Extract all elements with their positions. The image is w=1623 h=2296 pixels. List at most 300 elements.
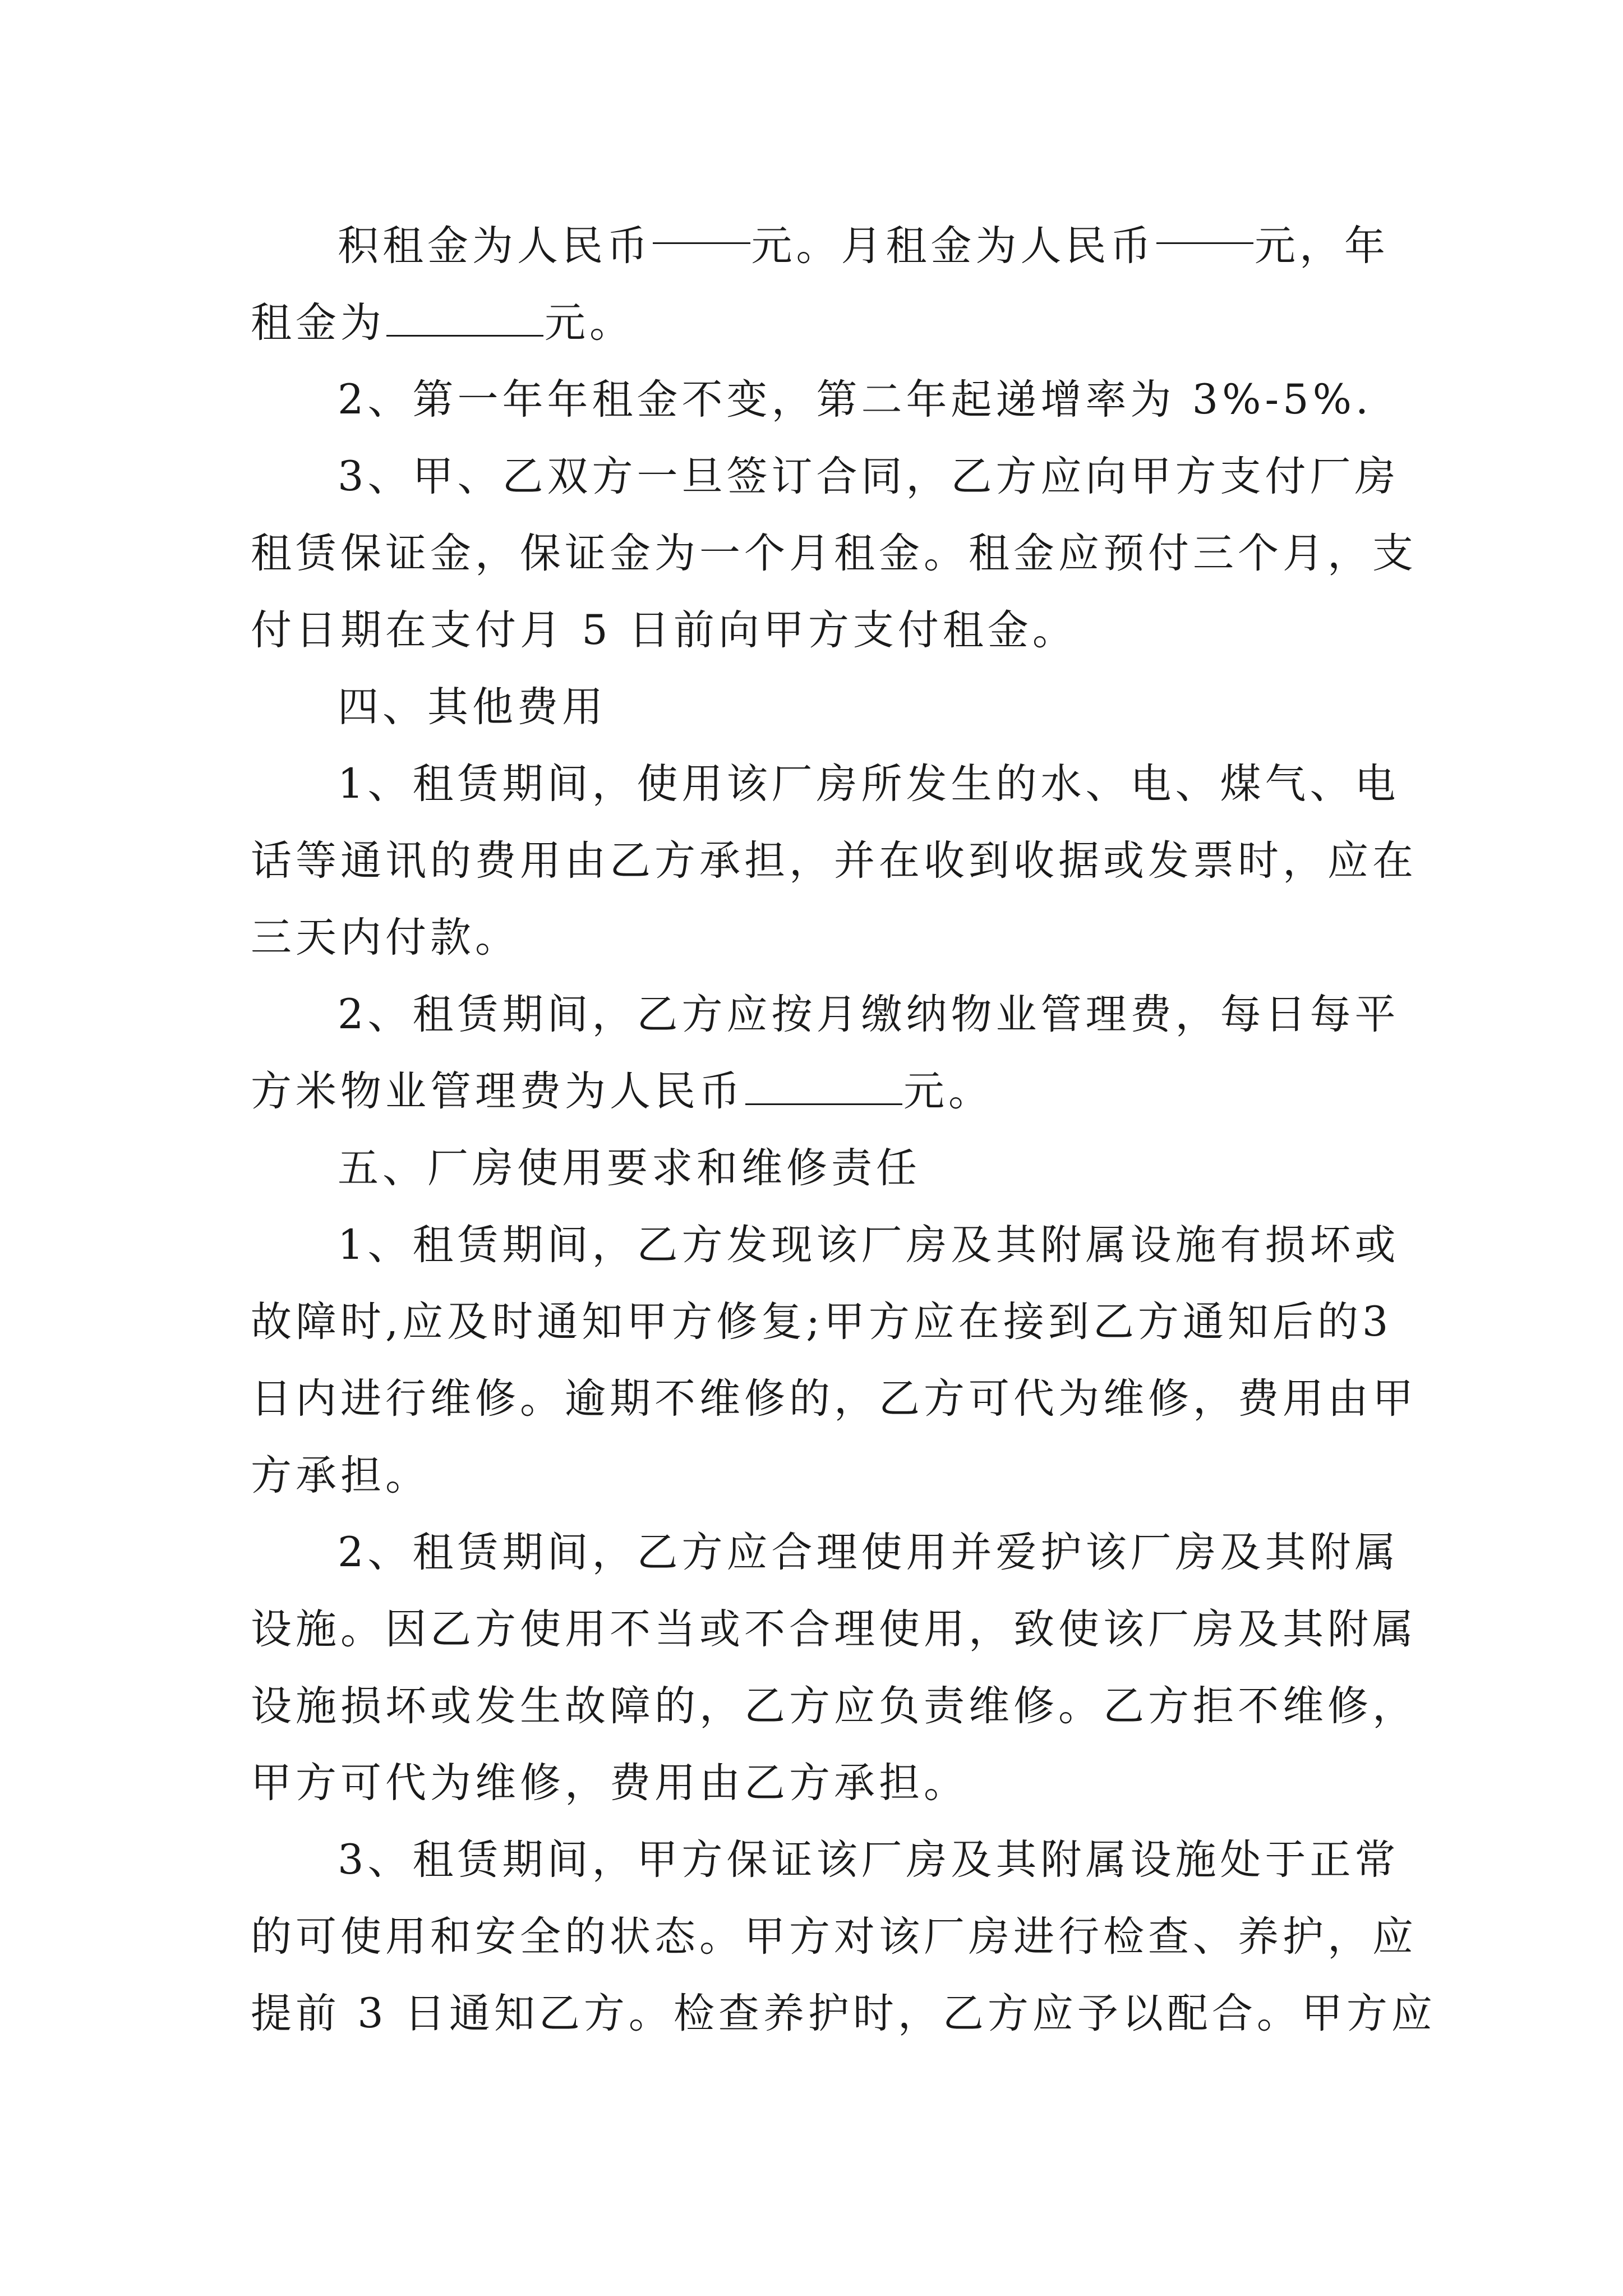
text-char: ， bbox=[1327, 1913, 1372, 1961]
text-char: 及 bbox=[951, 1836, 996, 1884]
text-char: 票 bbox=[1193, 837, 1238, 885]
text-char: 期 bbox=[502, 1529, 547, 1576]
text-segment: 提前 3 日通知乙方。检查养护时，乙方应予以配合。甲方应 bbox=[251, 1990, 1436, 2037]
text-segment: 四、其他费用 bbox=[338, 683, 607, 731]
text-char: 拒 bbox=[1193, 1682, 1238, 1730]
paragraph-line bbox=[251, 1360, 1417, 1437]
text-char: 知 bbox=[1227, 1298, 1272, 1346]
text-char: 保 bbox=[340, 530, 385, 577]
text-char: 的 bbox=[251, 1913, 296, 1961]
text-char: 坏 bbox=[1310, 1221, 1355, 1269]
text-char: 属 bbox=[1354, 1529, 1400, 1576]
text-segment: 付日期在支付月 5 日前向甲方支付租金。 bbox=[251, 606, 1077, 654]
text-char: 内 bbox=[296, 1375, 340, 1423]
text-char: 甲 bbox=[744, 1913, 789, 1961]
text-char: 租 bbox=[412, 1529, 458, 1576]
text-char: 养 bbox=[1238, 1913, 1283, 1961]
text-char: 由 bbox=[565, 837, 610, 885]
paragraph-line bbox=[251, 1437, 1389, 1514]
text-char: 理 bbox=[1085, 991, 1131, 1038]
text-char: 其 bbox=[1265, 1529, 1310, 1576]
text-char: 进 bbox=[1013, 1913, 1058, 1961]
text-char: 用 bbox=[565, 1605, 610, 1653]
text-char: 的 bbox=[789, 1375, 834, 1423]
text-char: 。 bbox=[1058, 1682, 1103, 1730]
text-char: 及 bbox=[1238, 1605, 1283, 1653]
paragraph-line bbox=[251, 899, 1389, 976]
text-char: 租 bbox=[412, 760, 458, 808]
text-char: 期 bbox=[502, 1836, 547, 1884]
text-char: 和 bbox=[430, 1913, 475, 1961]
text-char: 方 bbox=[681, 1836, 727, 1884]
text-char: 用 bbox=[520, 837, 565, 885]
text-char: ， bbox=[1372, 1682, 1417, 1730]
text-char: 应 bbox=[726, 991, 772, 1038]
text-char: 签 bbox=[726, 453, 772, 500]
text-char: 设 bbox=[251, 1682, 296, 1730]
text-char: 同 bbox=[861, 453, 906, 500]
text-char: 预 bbox=[1103, 530, 1148, 577]
text-char: ， bbox=[1193, 1375, 1238, 1423]
text-char: 用 bbox=[924, 1605, 969, 1653]
text-char: 安 bbox=[475, 1913, 520, 1961]
text-char: 障 bbox=[296, 1298, 340, 1346]
text-char: 附 bbox=[1040, 1221, 1086, 1269]
text-char: 故 bbox=[251, 1298, 296, 1346]
text-char: 甲 bbox=[637, 1836, 682, 1884]
text-char: 设 bbox=[1130, 1221, 1175, 1269]
text-char: ， bbox=[906, 453, 951, 500]
text-char: 的 bbox=[430, 837, 475, 885]
text-char: ; bbox=[806, 1298, 824, 1346]
text-char: 由 bbox=[1327, 1375, 1372, 1423]
text-char: 于 bbox=[1265, 1836, 1310, 1884]
text-char: 施 bbox=[296, 1605, 340, 1653]
text-char: 。 bbox=[699, 1913, 744, 1961]
text-char: 方 bbox=[868, 1298, 914, 1346]
text-char: 个 bbox=[744, 530, 789, 577]
text-char: 发 bbox=[1148, 837, 1193, 885]
text-char: 障 bbox=[610, 1682, 654, 1730]
text-char: 的 bbox=[565, 1913, 610, 1961]
text-char: 该 bbox=[816, 1836, 861, 1884]
text-segment: 五、厂房使用要求和维修责任 bbox=[338, 1144, 921, 1192]
text-char: 讯 bbox=[385, 837, 430, 885]
text-char: 甲 bbox=[1372, 1375, 1417, 1423]
text-char: 故 bbox=[565, 1682, 610, 1730]
text-char: , bbox=[385, 1298, 403, 1346]
text-char: 2 bbox=[338, 991, 368, 1038]
text-char: 保 bbox=[520, 530, 565, 577]
paragraph-first-line bbox=[251, 976, 1400, 1053]
text-char: 及 bbox=[951, 1221, 996, 1269]
text-char: 房 bbox=[969, 1913, 1013, 1961]
text-char: 附 bbox=[1327, 1605, 1372, 1653]
text-char: 业 bbox=[995, 991, 1041, 1038]
text-char: 电 bbox=[1130, 760, 1175, 808]
text-char: 理 bbox=[816, 1529, 861, 1576]
text-char: 房 bbox=[816, 760, 861, 808]
text-segment: 积租金为人民币 bbox=[338, 222, 652, 270]
text-char: 房 bbox=[1193, 1605, 1238, 1653]
fill-in-blank bbox=[653, 208, 750, 244]
paragraph-first-line bbox=[251, 1130, 1389, 1207]
text-char: 三 bbox=[1193, 530, 1238, 577]
text-char: ， bbox=[699, 1682, 744, 1730]
fill-in-blank bbox=[1156, 208, 1254, 244]
text-char: 并 bbox=[951, 1529, 996, 1576]
text-char: 使 bbox=[340, 1913, 385, 1961]
text-char: 气 bbox=[1265, 760, 1310, 808]
text-char: 乙 bbox=[610, 837, 654, 885]
paragraph-line bbox=[251, 592, 1389, 669]
text-char: 及 bbox=[1220, 1529, 1265, 1576]
text-char: 。 bbox=[340, 1605, 385, 1653]
text-char: 旦 bbox=[681, 453, 727, 500]
text-char: 据 bbox=[1058, 837, 1103, 885]
text-char: 生 bbox=[951, 760, 996, 808]
text-char: 1 bbox=[338, 760, 368, 808]
text-char: ， bbox=[592, 760, 637, 808]
text-segment: 租金为 bbox=[251, 299, 385, 347]
text-char: 一 bbox=[699, 530, 744, 577]
text-char: 修 bbox=[475, 1375, 520, 1423]
text-char: 应 bbox=[1372, 1913, 1417, 1961]
text-char: 、 bbox=[1310, 760, 1355, 808]
text-char: 期 bbox=[502, 760, 547, 808]
text-char: 在 bbox=[958, 1298, 1003, 1346]
text-segment: 元，年 bbox=[1255, 222, 1389, 270]
text-char: 责 bbox=[924, 1682, 969, 1730]
text-char: 、 bbox=[1175, 760, 1220, 808]
text-char: 金 bbox=[430, 530, 475, 577]
text-char: 间 bbox=[547, 991, 592, 1038]
text-char: 或 bbox=[699, 1605, 744, 1653]
text-char: 甲 bbox=[412, 453, 458, 500]
text-char: 可 bbox=[296, 1913, 340, 1961]
text-char: 、 bbox=[1085, 760, 1131, 808]
text-char: 可 bbox=[969, 1375, 1013, 1423]
text-char: 后 bbox=[1272, 1298, 1317, 1346]
text-char: 方 bbox=[1148, 1682, 1193, 1730]
text-char: 行 bbox=[1058, 1913, 1103, 1961]
text-char: 进 bbox=[340, 1375, 385, 1423]
text-char: 支 bbox=[1372, 530, 1417, 577]
text-char: 方 bbox=[592, 453, 637, 500]
text-char: 态 bbox=[654, 1913, 699, 1961]
text-char: 收 bbox=[924, 837, 969, 885]
text-char: 房 bbox=[906, 1836, 951, 1884]
text-char: 或 bbox=[1103, 837, 1148, 885]
paragraph-first-line bbox=[251, 1821, 1400, 1898]
text-char: 逾 bbox=[565, 1375, 610, 1423]
text-segment: 方承担。 bbox=[251, 1452, 430, 1499]
paragraph-line bbox=[251, 284, 1389, 361]
text-char: 方 bbox=[1137, 1298, 1183, 1346]
text-char: ， bbox=[592, 991, 637, 1038]
text-char: ， bbox=[1327, 530, 1372, 577]
text-char: 赁 bbox=[296, 530, 340, 577]
text-char: 费 bbox=[1238, 1375, 1283, 1423]
text-char: 厂 bbox=[924, 1913, 969, 1961]
text-char: 承 bbox=[699, 837, 744, 885]
text-char: 通 bbox=[1182, 1298, 1228, 1346]
text-char: 乙 bbox=[879, 1375, 924, 1423]
text-char: 赁 bbox=[457, 760, 502, 808]
text-char: 附 bbox=[1310, 1529, 1355, 1576]
fill-in-blank bbox=[386, 300, 543, 337]
text-char: 应 bbox=[402, 1298, 448, 1346]
text-char: 方 bbox=[681, 991, 727, 1038]
text-char: 乙 bbox=[502, 453, 547, 500]
text-char: 期 bbox=[502, 1221, 547, 1269]
paragraph-line bbox=[251, 1591, 1417, 1668]
text-char: 厂 bbox=[771, 760, 817, 808]
text-char: 属 bbox=[1085, 1221, 1131, 1269]
text-char: 的 bbox=[654, 1682, 699, 1730]
paragraph-line bbox=[251, 1283, 1393, 1360]
text-char: 合 bbox=[816, 453, 861, 500]
text-char: 维 bbox=[1103, 1375, 1148, 1423]
text-char: 乙 bbox=[951, 453, 996, 500]
text-char: 方 bbox=[924, 1375, 969, 1423]
text-char: 其 bbox=[995, 1836, 1041, 1884]
text-char: 查 bbox=[1148, 1913, 1193, 1961]
text-char: 保 bbox=[726, 1836, 772, 1884]
paragraph-first-line bbox=[251, 361, 1389, 438]
text-char: 乙 bbox=[1092, 1298, 1138, 1346]
text-char: 用 bbox=[906, 1529, 951, 1576]
text-char: 乙 bbox=[637, 991, 682, 1038]
text-segment: 甲方可代为维修，费用由乙方承担。 bbox=[251, 1759, 969, 1807]
text-char: 物 bbox=[951, 991, 996, 1038]
text-char: 损 bbox=[340, 1682, 385, 1730]
text-char: 的 bbox=[995, 760, 1041, 808]
text-char: 租 bbox=[969, 530, 1013, 577]
text-char: 2 bbox=[338, 1529, 368, 1576]
text-char: 方 bbox=[789, 1682, 834, 1730]
text-char: 月 bbox=[816, 991, 861, 1038]
text-char: 、 bbox=[1193, 1913, 1238, 1961]
text-char: 修 bbox=[716, 1298, 762, 1346]
text-char: 属 bbox=[1085, 1836, 1131, 1884]
text-char: 接 bbox=[1003, 1298, 1048, 1346]
text-char: 其 bbox=[1283, 1605, 1327, 1653]
text-char: 房 bbox=[906, 1221, 951, 1269]
text-char: 订 bbox=[771, 453, 817, 500]
text-char: 在 bbox=[879, 837, 924, 885]
text-char: 应 bbox=[834, 1682, 879, 1730]
text-char: 1 bbox=[338, 1221, 368, 1269]
text-segment: 元。 bbox=[903, 1068, 993, 1115]
text-char: 在 bbox=[1372, 837, 1417, 885]
text-char: 使 bbox=[520, 1605, 565, 1653]
text-char: 双 bbox=[547, 453, 592, 500]
text-char: 为 bbox=[654, 530, 699, 577]
text-char: 间 bbox=[547, 760, 592, 808]
text-char: 使 bbox=[637, 760, 682, 808]
text-char: 对 bbox=[834, 1913, 879, 1961]
text-char: 维 bbox=[430, 1375, 475, 1423]
text-char: 租 bbox=[412, 1836, 458, 1884]
text-char: 发 bbox=[726, 1221, 772, 1269]
text-char: 该 bbox=[816, 1221, 861, 1269]
text-char: 方 bbox=[681, 1221, 727, 1269]
text-char: 全 bbox=[520, 1913, 565, 1961]
text-char: 赁 bbox=[457, 1221, 502, 1269]
text-char: 、 bbox=[457, 453, 502, 500]
text-char: 担 bbox=[744, 837, 789, 885]
text-char: 通 bbox=[340, 837, 385, 885]
text-char: 现 bbox=[771, 1221, 817, 1269]
text-char: 支 bbox=[1220, 453, 1265, 500]
text-char: 甲 bbox=[1130, 453, 1175, 500]
paragraph-line bbox=[251, 515, 1417, 592]
text-char: 租 bbox=[412, 1221, 458, 1269]
text-char: 金 bbox=[1013, 530, 1058, 577]
text-char: 致 bbox=[1013, 1605, 1058, 1653]
text-char: 正 bbox=[1310, 1836, 1355, 1884]
text-char: 一 bbox=[637, 453, 682, 500]
text-char: 维 bbox=[699, 1375, 744, 1423]
text-char: 甲 bbox=[823, 1298, 869, 1346]
text-char: 乙 bbox=[430, 1605, 475, 1653]
text-char: 或 bbox=[1354, 1221, 1400, 1269]
text-char: 修 bbox=[744, 1375, 789, 1423]
text-char: ， bbox=[1283, 837, 1327, 885]
text-char: 厂 bbox=[1130, 1529, 1175, 1576]
text-char: 期 bbox=[502, 991, 547, 1038]
text-char: 应 bbox=[1040, 453, 1086, 500]
text-char: 。 bbox=[924, 530, 969, 577]
text-char: ， bbox=[1175, 991, 1220, 1038]
text-char: ， bbox=[789, 837, 834, 885]
text-char: 个 bbox=[1238, 530, 1283, 577]
text-char: 不 bbox=[654, 1375, 699, 1423]
text-char: 费 bbox=[1130, 991, 1175, 1038]
text-char: 付 bbox=[1265, 453, 1310, 500]
text-char: 租 bbox=[834, 530, 879, 577]
paragraph-line bbox=[251, 1745, 1389, 1821]
text-char: 日 bbox=[251, 1375, 296, 1423]
text-char: 3 bbox=[338, 1836, 368, 1884]
text-char: 时 bbox=[492, 1298, 537, 1346]
text-char: 用 bbox=[385, 1913, 430, 1961]
text-char: 证 bbox=[771, 1836, 817, 1884]
text-char: 水 bbox=[1040, 760, 1086, 808]
paragraph-first-line bbox=[251, 669, 1389, 746]
text-char: 的 bbox=[1317, 1298, 1362, 1346]
text-char: 甲 bbox=[626, 1298, 672, 1346]
text-char: 该 bbox=[1103, 1605, 1148, 1653]
text-char: 维 bbox=[1283, 1682, 1327, 1730]
text-char: 管 bbox=[1040, 991, 1086, 1038]
text-char: 该 bbox=[726, 760, 772, 808]
paragraph-first-line bbox=[251, 746, 1400, 822]
text-char: 状 bbox=[610, 1913, 654, 1961]
text-char: 知 bbox=[582, 1298, 627, 1346]
text-char: 及 bbox=[447, 1298, 492, 1346]
text-char: 金 bbox=[879, 530, 924, 577]
text-char: 日 bbox=[1265, 991, 1310, 1038]
text-char: 当 bbox=[654, 1605, 699, 1653]
text-char: 期 bbox=[610, 1375, 654, 1423]
text-char: ， bbox=[969, 1605, 1013, 1653]
text-char: 用 bbox=[681, 760, 727, 808]
text-char: 该 bbox=[1085, 1529, 1131, 1576]
text-char: 处 bbox=[1220, 1836, 1265, 1884]
text-char: 租 bbox=[251, 530, 296, 577]
text-char: 缴 bbox=[861, 991, 906, 1038]
text-char: 乙 bbox=[637, 1221, 682, 1269]
text-char: ， bbox=[834, 1375, 879, 1423]
text-char: 应 bbox=[1327, 837, 1372, 885]
text-char: 赁 bbox=[457, 991, 502, 1038]
text-char: 常 bbox=[1354, 1836, 1400, 1884]
text-char: 修 bbox=[1327, 1682, 1372, 1730]
text-char: 方 bbox=[671, 1298, 717, 1346]
text-char: 应 bbox=[913, 1298, 958, 1346]
text-char: 话 bbox=[251, 837, 296, 885]
text-char: 方 bbox=[1175, 453, 1220, 500]
text-char: ， bbox=[475, 530, 520, 577]
text-char: 赁 bbox=[457, 1836, 502, 1884]
text-char: 3 bbox=[338, 453, 368, 500]
paragraph-line bbox=[251, 1975, 1436, 2052]
text-char: 方 bbox=[789, 1913, 834, 1961]
text-char: 纳 bbox=[906, 991, 951, 1038]
text-char: 厂 bbox=[861, 1836, 906, 1884]
text-char: ， bbox=[592, 1221, 637, 1269]
text-char: 金 bbox=[610, 530, 654, 577]
text-char: 收 bbox=[1013, 837, 1058, 885]
text-char: 方 bbox=[654, 837, 699, 885]
text-char: 应 bbox=[1058, 530, 1103, 577]
text-char: 有 bbox=[1220, 1221, 1265, 1269]
text-char: 、 bbox=[367, 453, 413, 500]
text-char: 发 bbox=[475, 1682, 520, 1730]
text-char: ， bbox=[592, 1529, 637, 1576]
text-char: 租 bbox=[412, 991, 458, 1038]
text-char: 等 bbox=[296, 837, 340, 885]
text-char: 月 bbox=[1283, 530, 1327, 577]
text-char: 发 bbox=[906, 760, 951, 808]
text-char: 施 bbox=[1175, 1221, 1220, 1269]
text-char: 复 bbox=[761, 1298, 806, 1346]
paragraph-first-line bbox=[251, 1514, 1400, 1591]
text-char: 证 bbox=[385, 530, 430, 577]
text-char: 方 bbox=[995, 453, 1041, 500]
text-char: 房 bbox=[1354, 453, 1400, 500]
text-char: 其 bbox=[995, 1221, 1041, 1269]
text-char: 月 bbox=[789, 530, 834, 577]
text-char: 每 bbox=[1220, 991, 1265, 1038]
text-char: 、 bbox=[367, 1836, 413, 1884]
text-char: 不 bbox=[1238, 1682, 1283, 1730]
text-segment: 元。月租金为人民币 bbox=[751, 222, 1155, 270]
text-char: 该 bbox=[879, 1913, 924, 1961]
document-body bbox=[251, 208, 1436, 2052]
text-char: 厂 bbox=[861, 1221, 906, 1269]
text-char: 。 bbox=[520, 1375, 565, 1423]
text-char: 设 bbox=[1130, 1836, 1175, 1884]
text-char: 生 bbox=[520, 1682, 565, 1730]
text-char: 护 bbox=[1283, 1913, 1327, 1961]
text-char: 到 bbox=[1048, 1298, 1093, 1346]
text-char: 时 bbox=[340, 1298, 385, 1346]
text-char: 3 bbox=[1362, 1298, 1393, 1346]
text-char: 乙 bbox=[744, 1682, 789, 1730]
